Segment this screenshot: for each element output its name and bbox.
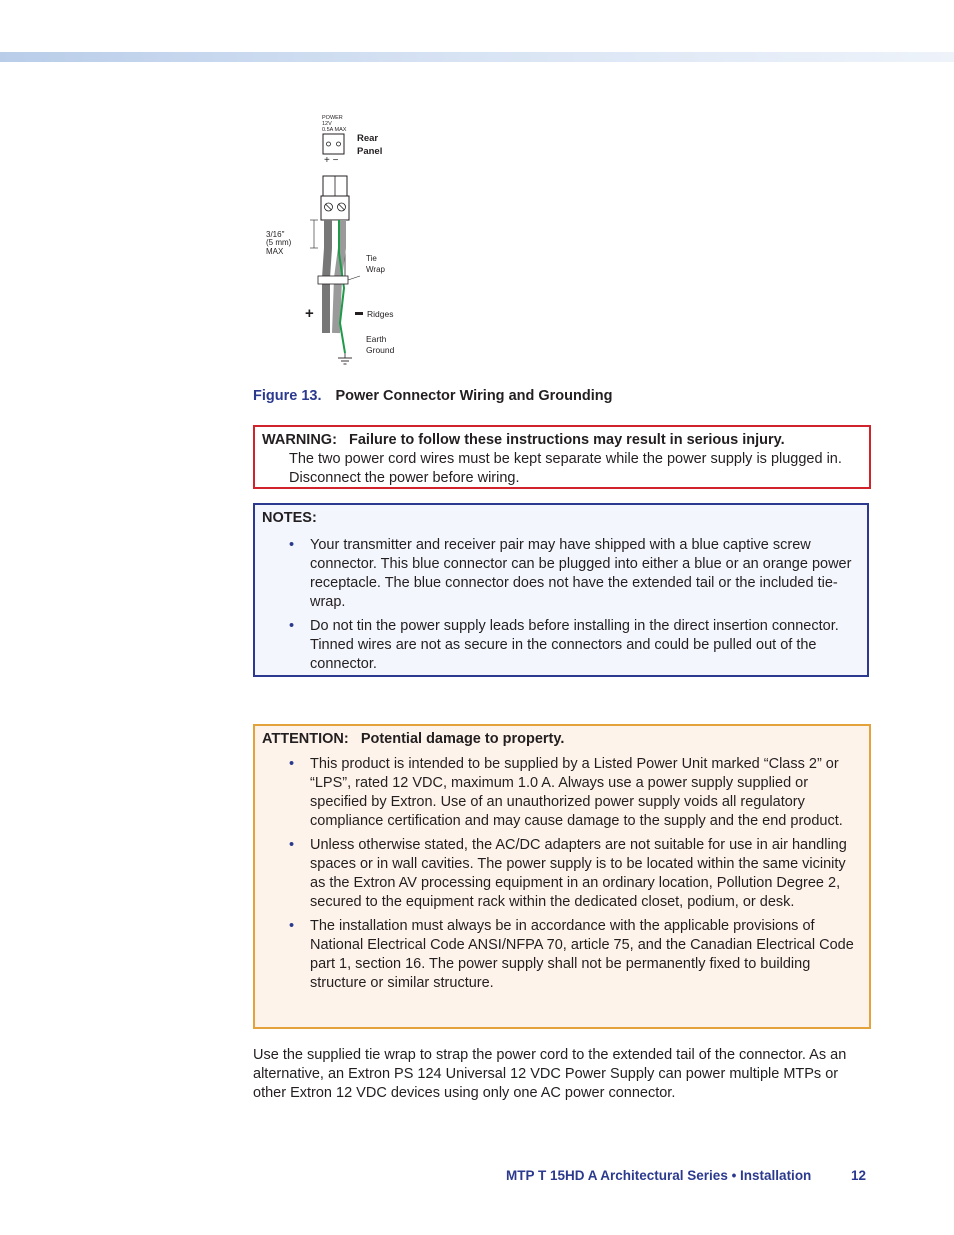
earth-ground-label-1: Earth bbox=[366, 334, 387, 344]
footer-title: MTP T 15HD A Architectural Series • Installation bbox=[506, 1168, 812, 1183]
negative-symbol bbox=[355, 312, 363, 315]
body-paragraph: Use the supplied tie wrap to strap the power cord to the extended tail of the connector. As an alternative, an Extron PS 124 Universal 12 VDC Power Supply can power multiple MTPs or other Extron 12 VDC devices using only one AC power connector. bbox=[253, 1047, 847, 1101]
header-gradient-bar bbox=[0, 52, 954, 62]
bullet-icon: • bbox=[289, 618, 295, 634]
page-number: 12 bbox=[850, 1168, 866, 1183]
power-label: POWER bbox=[322, 115, 343, 121]
warning-label: WARNING: bbox=[262, 432, 337, 448]
warning-headline-text: Failure to follow these instructions may result in serious injury. bbox=[349, 432, 785, 448]
attention-text: This product is intended to be supplied by a Listed Power Unit marked “Class 2” or “LPS”, rated 12 VDC, maximum 1.0 A. Always use a power supply supplied or specified by Extron. Use of an unauthorized power supply voids all regulatory compliance certification and may cause damage to the supply and the end product. bbox=[310, 756, 843, 829]
attention-list bbox=[262, 755, 861, 993]
attention-box bbox=[253, 724, 871, 1029]
list-item bbox=[289, 617, 859, 674]
figure-number: Figure 13. bbox=[253, 388, 322, 404]
warning-body: The two power cord wires must be kept separate while the power supply is plugged in. Disconnect the power before wiring. bbox=[289, 451, 842, 486]
rear-panel-label-1: Rear bbox=[357, 133, 379, 144]
current-label: 0.5A MAX bbox=[322, 127, 347, 133]
tie-wrap bbox=[318, 276, 348, 284]
strip-length-label: 3/16" bbox=[266, 230, 285, 239]
list-item bbox=[289, 755, 861, 831]
note-text: Do not tin the power supply leads before installing in the direct insertion connector. Tinned wires are not as secure in the connectors and could be pulled out of the connector. bbox=[310, 618, 839, 672]
figure-caption bbox=[253, 388, 612, 404]
earth-ground-label-2: Ground bbox=[366, 345, 395, 355]
figure-title: Power Connector Wiring and Grounding bbox=[335, 388, 613, 404]
bullet-icon: • bbox=[289, 756, 295, 772]
notes-list bbox=[262, 536, 859, 674]
list-item bbox=[289, 536, 859, 612]
ridges-label: Ridges bbox=[367, 309, 394, 319]
strip-length-metric: (5 mm) bbox=[266, 238, 292, 247]
attention-headline-text: Potential damage to property. bbox=[360, 731, 565, 747]
rear-panel-label-2: Panel bbox=[357, 146, 383, 157]
warning-headline bbox=[262, 431, 861, 450]
power-connector-diagram bbox=[262, 108, 422, 373]
bullet-icon: • bbox=[289, 537, 295, 553]
voltage-label: 12V bbox=[322, 121, 332, 127]
bullet-icon: • bbox=[289, 837, 295, 853]
attention-label: ATTENTION: bbox=[262, 731, 349, 747]
notes-box bbox=[253, 503, 869, 677]
strip-length-max: MAX bbox=[266, 247, 284, 256]
attention-headline bbox=[262, 730, 861, 749]
note-text: Your transmitter and receiver pair may have shipped with a blue captive screw connector. This blue connector can be plugged into either a blue or an orange power receptacle. The blue connector does not have the extended tail or the included tie-wrap. bbox=[310, 537, 852, 610]
bullet-icon: • bbox=[289, 918, 295, 934]
warning-box bbox=[253, 425, 871, 489]
attention-text: Unless otherwise stated, the AC/DC adapters are not suitable for use in air handling spaces or in wall cavities. The power supply is to be located within the same vicinity as the Extron AV processing equipment in an ordinary location, Pollution Degree 2, secured to the equipment rack within the dedicated closet, podium, or desk. bbox=[310, 837, 847, 910]
list-item bbox=[289, 836, 861, 912]
attention-text: The installation must always be in accordance with the applicable provisions of National Electrical Code ANSI/NFPA 70, article 75, and the Canadian Electrical Code part 1, section 16. The power supply shall not be permanently fixed to building structure or similar structure. bbox=[310, 918, 854, 991]
positive-symbol: + bbox=[305, 305, 314, 322]
notes-label: NOTES: bbox=[262, 510, 317, 526]
page-footer bbox=[506, 1168, 866, 1183]
polarity-label: + − bbox=[324, 155, 339, 166]
tie-wrap-label-1: Tie bbox=[366, 254, 377, 263]
tie-wrap-label-2: Wrap bbox=[366, 265, 385, 274]
list-item bbox=[289, 917, 861, 993]
